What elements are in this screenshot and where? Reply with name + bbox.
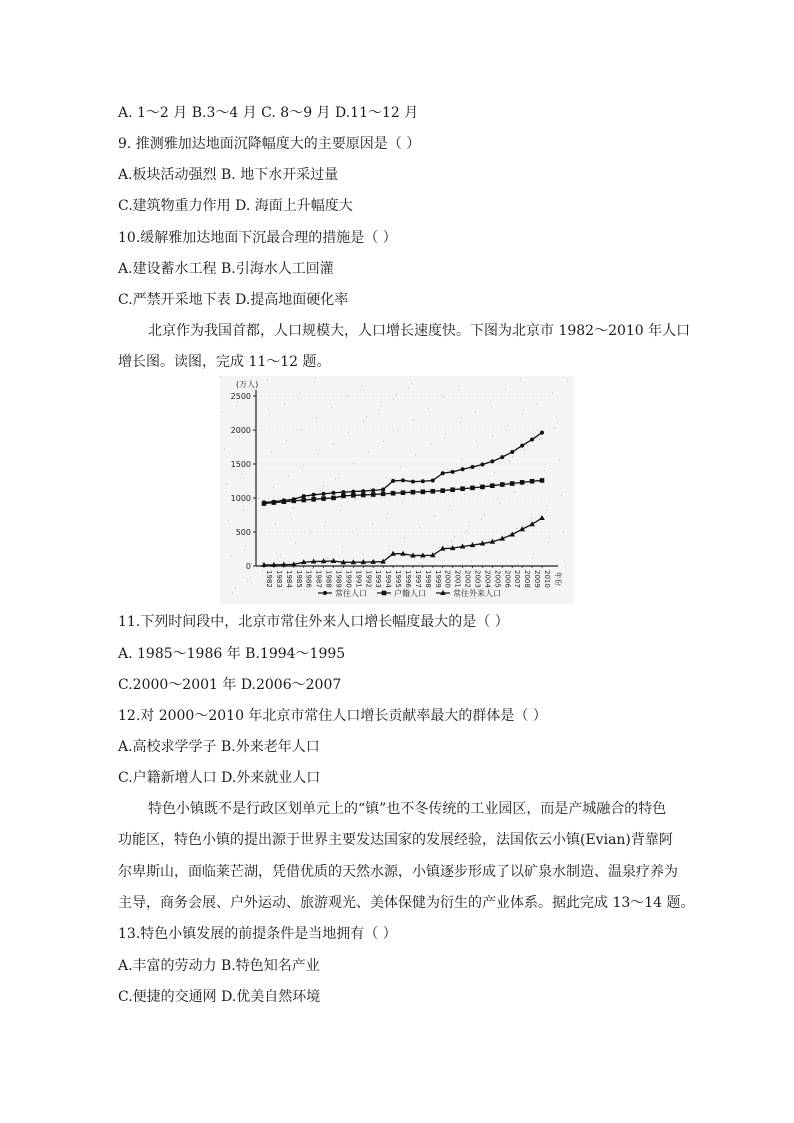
noise-dot [282, 590, 283, 591]
noise-dot [262, 570, 263, 571]
noise-dot [303, 465, 304, 466]
noise-dot [415, 455, 416, 456]
passage-town-line1: 特色小镇既不是行政区划单元上的“镇”也不冬传统的工业园区，而是产城融合的特色 [148, 801, 667, 817]
q13-options-ab: A.丰富的劳动力 B.特色知名产业 [118, 958, 320, 974]
noise-dot [466, 530, 467, 531]
series-0-point [520, 444, 524, 448]
noise-dot [295, 543, 296, 544]
noise-dot [460, 422, 461, 423]
noise-dot [288, 476, 289, 477]
noise-dot [254, 426, 255, 427]
noise-dot [492, 436, 493, 437]
series-0-point [361, 489, 365, 493]
q9-options-ab: A.板块活动强烈 B. 地下水开采过量 [118, 167, 339, 183]
series-1-point [450, 487, 455, 492]
noise-dot [499, 503, 500, 504]
x-tick-label: 2006 [503, 570, 512, 588]
noise-dot [563, 531, 564, 532]
noise-dot [355, 499, 356, 500]
noise-dot [370, 488, 371, 489]
noise-dot [314, 382, 315, 383]
noise-dot [273, 487, 274, 488]
y-tick-label: 1000 [230, 494, 251, 503]
noise-dot [396, 394, 397, 395]
noise-dot [224, 448, 225, 449]
noise-dot [539, 439, 540, 440]
x-tick-label: 1998 [423, 570, 432, 588]
x-tick-label: 1985 [294, 570, 303, 588]
x-tick-label: 2008 [523, 570, 532, 588]
q12-options-cd: C.户籍新增人口 D.外来就业人口 [118, 770, 321, 786]
x-tick-label: 1990 [344, 570, 353, 588]
noise-dot [335, 479, 336, 480]
y-tick-label: 2000 [230, 426, 251, 435]
x-tick-label: 2000 [443, 570, 452, 588]
x-tick-label: 2007 [513, 570, 522, 588]
legend-marker-1 [382, 591, 387, 596]
x-tick-label: 1993 [374, 570, 383, 588]
series-1-point [490, 483, 495, 488]
noise-dot [445, 433, 446, 434]
noise-dot [250, 576, 251, 577]
noise-dot [535, 589, 536, 590]
noise-dot [243, 509, 244, 510]
series-0-point [381, 488, 385, 492]
series-0-point [431, 479, 435, 483]
x-tick-label: 1988 [324, 570, 333, 588]
noise-dot [486, 550, 487, 551]
noise-dot [481, 519, 482, 520]
series-0-point [540, 431, 544, 435]
noise-dot [293, 507, 294, 508]
passage-beijing-line1: 北京作为我国首都，人口规模大，人口增长速度快。下图为北京市 1982～2010 年人口 [148, 323, 691, 339]
series-1-point [272, 500, 277, 505]
series-1-point [341, 494, 346, 499]
noise-dot [247, 581, 248, 582]
x-tick-label: 1982 [265, 570, 273, 588]
noise-dot [226, 484, 227, 485]
noise-dot [366, 416, 367, 417]
q12-options-ab: A.高校求学学子 B.外来老年人口 [118, 739, 320, 755]
noise-dot [454, 536, 455, 537]
noise-dot [245, 545, 246, 546]
q10-options-cd: C.严禁开采地下表 D.提高地面硬化率 [118, 292, 349, 308]
noise-dot [408, 388, 409, 389]
noise-dot [402, 502, 403, 503]
noise-dot [516, 528, 517, 529]
series-1-point [381, 492, 386, 497]
noise-dot [567, 381, 568, 382]
noise-dot [404, 538, 405, 539]
passage-town-line4: 主导，商务会展、户外运动、旅游观光、美体保健为衍生的产业体系。据此完成 13～14 题。 [118, 895, 695, 911]
noise-dot [554, 428, 555, 429]
noise-dot [524, 450, 525, 451]
noise-dot [565, 567, 566, 568]
noise-dot [318, 454, 319, 455]
series-1-point [291, 499, 296, 504]
q11-options-ab: A. 1985～1986 年 B.1994～1995 [118, 646, 346, 662]
noise-dot [421, 563, 422, 564]
series-0-point [530, 438, 534, 442]
series-1-point [361, 493, 366, 498]
x-tick-label: 2001 [453, 570, 462, 588]
noise-dot [338, 474, 339, 475]
noise-dot [544, 470, 545, 471]
noise-dot [320, 490, 321, 491]
q11-options-cd: C.2000～2001 年 D.2006～2007 [118, 677, 342, 693]
noise-dot [559, 459, 560, 460]
noise-dot [280, 554, 281, 555]
series-1-point [331, 496, 336, 501]
q8-options: A. 1～2 月 B.3～4 月 C. 8～9 月 D.11～12 月 [118, 105, 419, 121]
noise-dot [220, 376, 221, 377]
noise-dot [475, 411, 476, 412]
noise-dot [398, 430, 399, 431]
series-0-point [322, 492, 326, 496]
noise-dot [484, 514, 485, 515]
noise-dot [462, 458, 463, 459]
noise-dot [520, 378, 521, 379]
series-0-point [451, 470, 455, 474]
series-0-point [480, 462, 484, 466]
series-0-point [401, 478, 405, 482]
series-1-point [411, 490, 416, 495]
legend-label-2: 常住外来人口 [453, 589, 501, 598]
legend-label-0: 常住人口 [335, 589, 367, 598]
noise-dot [413, 419, 414, 420]
x-tick-label: 1986 [304, 570, 313, 588]
noise-dot [471, 561, 472, 562]
x-tick-label: 1991 [354, 570, 363, 588]
noise-dot [443, 397, 444, 398]
noise-dot [258, 498, 259, 499]
noise-dot [269, 415, 270, 416]
noise-dot [509, 461, 510, 462]
noise-dot [527, 445, 528, 446]
noise-dot [548, 542, 549, 543]
noise-dot [228, 520, 229, 521]
series-1-point [480, 485, 485, 490]
series-0-point [441, 471, 445, 475]
noise-dot [387, 513, 388, 514]
noise-dot [411, 383, 412, 384]
noise-dot [557, 423, 558, 424]
x-tick-label: 2004 [483, 570, 492, 588]
x-tick-label: 1987 [314, 570, 323, 588]
noise-dot [267, 379, 268, 380]
noise-dot [430, 444, 431, 445]
population-chart-svg [220, 376, 574, 604]
x-tick-label: 2009 [533, 570, 542, 588]
noise-dot [363, 421, 364, 422]
noise-dot [372, 524, 373, 525]
noise-dot [533, 553, 534, 554]
series-1-point [500, 482, 505, 487]
noise-dot [464, 494, 465, 495]
noise-dot [323, 485, 324, 486]
series-0-point [332, 491, 336, 495]
noise-dot [537, 403, 538, 404]
noise-dot [477, 447, 478, 448]
noise-dot [479, 483, 480, 484]
series-0-point [471, 465, 475, 469]
noise-dot [342, 546, 343, 547]
noise-dot [325, 521, 326, 522]
noise-dot [469, 525, 470, 526]
x-tick-label: 1996 [404, 570, 412, 588]
y-tick-label: 2500 [230, 392, 251, 401]
y-tick-label: 1500 [230, 460, 251, 469]
x-tick-label: 1997 [413, 570, 422, 588]
series-1-point [371, 492, 376, 497]
q10-options-ab: A.建设蓄水工程 B.引海水人工回灌 [118, 261, 334, 277]
noise-dot [237, 401, 238, 402]
noise-dot [312, 568, 313, 569]
noise-dot [290, 512, 291, 513]
series-1-point [520, 480, 525, 485]
x-tick-label: 2005 [493, 570, 502, 588]
noise-dot [284, 404, 285, 405]
series-1-point [540, 478, 545, 483]
noise-dot [449, 505, 450, 506]
noise-dot [514, 492, 515, 493]
q12-stem: 12.对 2000～2010 年北京市常住人口增长贡献率最大的群体是（ ） [118, 708, 547, 724]
noise-dot [368, 452, 369, 453]
series-1-point [401, 490, 406, 495]
noise-dot [327, 557, 328, 558]
series-1-point [460, 486, 465, 491]
series-1-point [262, 501, 267, 506]
x-tick-label: 1995 [394, 570, 403, 588]
noise-dot [518, 564, 519, 565]
noise-dot [378, 410, 379, 411]
noise-dot [505, 389, 506, 390]
noise-dot [426, 594, 427, 595]
noise-dot [230, 556, 231, 557]
series-1-point [282, 499, 287, 504]
noise-dot [385, 477, 386, 478]
x-tick-label: 2002 [463, 570, 472, 588]
noise-dot [260, 534, 261, 535]
noise-dot [383, 441, 384, 442]
noise-dot [271, 451, 272, 452]
noise-dot [419, 527, 420, 528]
noise-dot [316, 418, 317, 419]
noise-dot [299, 393, 300, 394]
series-0-point [391, 479, 395, 483]
series-1-point [311, 497, 316, 502]
x-tick-label: 1994 [384, 570, 393, 588]
series-0-point [490, 459, 494, 463]
series-1-point [321, 496, 326, 501]
noise-dot [346, 396, 347, 397]
q13-stem: 13.特色小镇发展的前提条件是当地拥有（ ） [118, 926, 397, 942]
series-1-point [440, 488, 445, 493]
noise-dot [340, 510, 341, 511]
noise-dot [389, 549, 390, 550]
q9-stem: 9. 推测雅加达地面沉降幅度大的主要原因是（ ） [118, 136, 421, 152]
noise-dot [434, 516, 435, 517]
noise-dot [239, 437, 240, 438]
noise-dot [376, 596, 377, 597]
noise-dot [522, 414, 523, 415]
noise-dot [393, 399, 394, 400]
series-1-point [430, 489, 435, 494]
legend-label-1: 户籍人口 [394, 589, 426, 598]
x-tick-label: 1992 [364, 570, 373, 588]
noise-dot [490, 400, 491, 401]
passage-town-line2: 功能区，特色小镇的提出源于世界主要发达国家的发展经验，法国依云小镇(Evian)背靠阿 [118, 832, 673, 848]
x-tick-label: 2010 [543, 570, 551, 588]
noise-dot [331, 407, 332, 408]
noise-dot [507, 425, 508, 426]
noise-dot [546, 506, 547, 507]
x-tick-label: 1989 [334, 570, 343, 588]
y-unit-label: (万人) [236, 380, 259, 389]
x-tick-label: 2003 [473, 570, 482, 588]
noise-dot [512, 456, 513, 457]
series-1-point [421, 490, 426, 495]
x-tick-label: 1999 [433, 570, 442, 588]
noise-dot [451, 541, 452, 542]
x-tick-label: 1984 [284, 570, 293, 588]
noise-dot [310, 532, 311, 533]
noise-dot [439, 547, 440, 548]
noise-dot [531, 517, 532, 518]
noise-dot [381, 405, 382, 406]
noise-dot [447, 469, 448, 470]
series-1-point [510, 481, 515, 486]
series-0-point [510, 450, 514, 454]
passage-town-line3: 尔卑斯山，面临莱芒湖，凭借优质的天然水源，小镇逐步形成了以矿泉水制造、温泉疗养为 [118, 864, 678, 880]
noise-dot [277, 559, 278, 560]
series-0-point [461, 467, 465, 471]
noise-dot [222, 412, 223, 413]
noise-dot [458, 386, 459, 387]
series-1-point [530, 479, 535, 484]
series-1-point [470, 486, 475, 491]
x-tick-label: 1983 [274, 570, 283, 588]
noise-dot [275, 523, 276, 524]
series-0-point [421, 479, 425, 483]
q13-options-cd: C.便捷的交通网 D.优美自然环境 [118, 989, 321, 1005]
series-0-point [302, 494, 306, 498]
noise-dot [252, 390, 253, 391]
noise-dot [400, 466, 401, 467]
y-tick-label: 0 [245, 562, 251, 571]
series-0-point [312, 493, 316, 497]
noise-dot [552, 392, 553, 393]
noise-dot [428, 408, 429, 409]
y-tick-label: 500 [235, 528, 251, 537]
series-1-point [301, 498, 306, 503]
q9-options-cd: C.建筑物重力作用 D. 海面上升幅度大 [118, 198, 353, 214]
x-axis-label: 年份 [554, 572, 562, 586]
series-0-point [500, 455, 504, 459]
noise-dot [361, 385, 362, 386]
passage-beijing-line2: 增长图。读图，完成 11～12 题。 [118, 354, 331, 370]
legend-marker-0 [323, 591, 327, 595]
noise-dot [241, 473, 242, 474]
q10-stem: 10.缓解雅加达地面下沉最合理的措施是（ ） [118, 230, 397, 246]
noise-dot [232, 592, 233, 593]
noise-dot [561, 495, 562, 496]
series-1-point [391, 491, 396, 496]
noise-dot [286, 440, 287, 441]
series-0-point [351, 490, 355, 494]
noise-dot [357, 535, 358, 536]
noise-dot [333, 443, 334, 444]
noise-dot [348, 432, 349, 433]
q11-stem: 11.下列时间段中，北京市常住外来人口增长幅度最大的是（ ） [118, 614, 509, 630]
series-0-point [371, 488, 375, 492]
noise-dot [494, 472, 495, 473]
series-0-point [411, 480, 415, 484]
series-1-point [351, 493, 356, 498]
population-chart [220, 376, 574, 604]
noise-dot [235, 587, 236, 588]
